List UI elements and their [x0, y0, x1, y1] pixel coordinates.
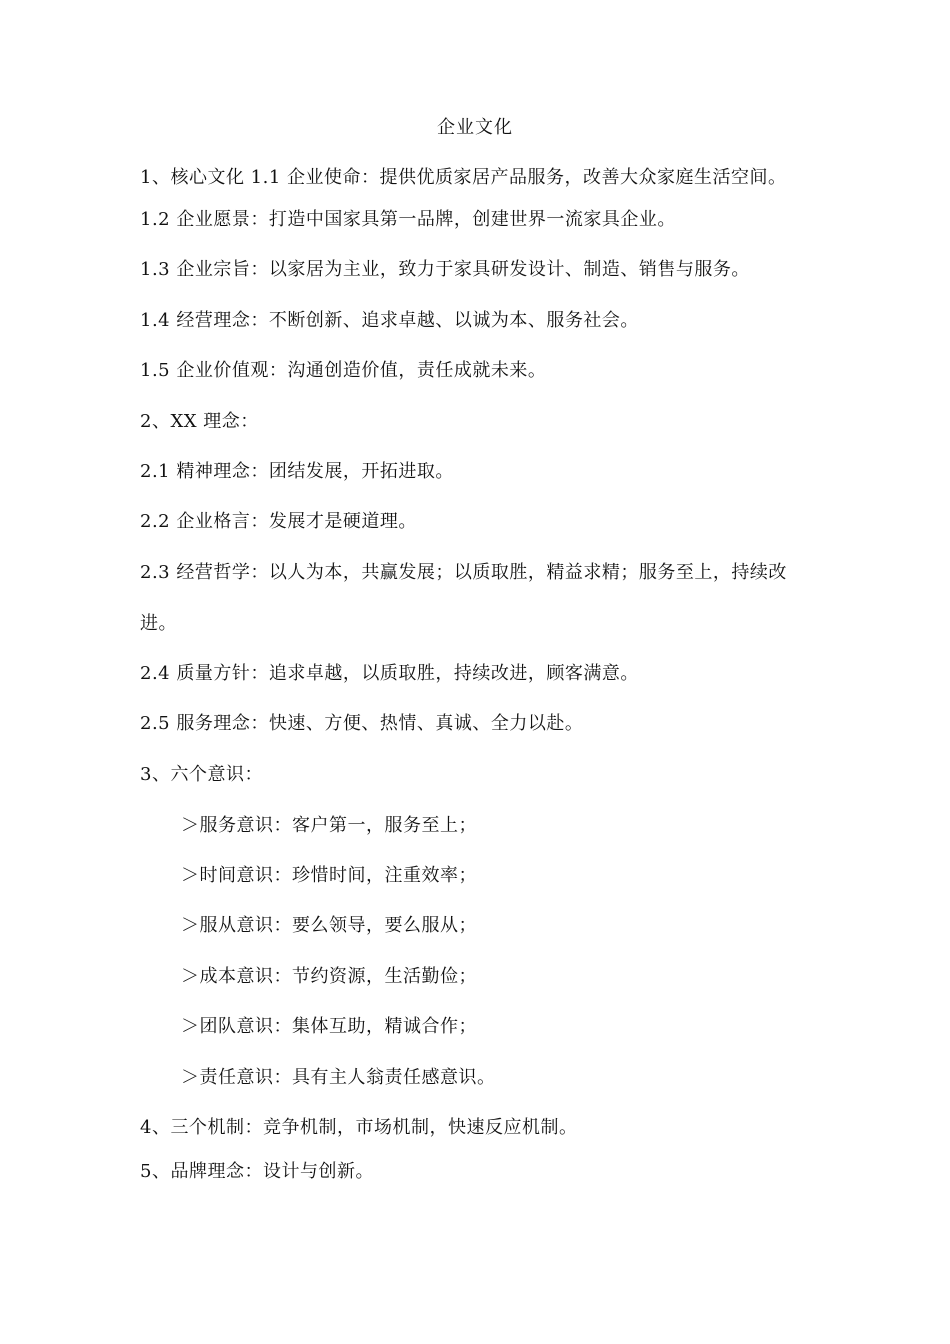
line-business-philosophy-2: 2.3 经营哲学：以人为本，共赢发展；以质取胜，精益求精；服务至上，持续改 [140, 562, 787, 583]
line-service-concept: 2.5 服务理念：快速、方便、热情、真诚、全力以赴。 [140, 713, 584, 734]
line-xx-concept-heading: 2、XX 理念： [140, 411, 259, 432]
list-item-time-awareness: ＞时间意识：珍惜时间，注重效率； [181, 865, 477, 886]
list-item-service-awareness: ＞服务意识：客户第一，服务至上； [181, 815, 477, 836]
line-purpose: 1.3 企业宗旨：以家居为主业，致力于家具研发设计、制造、销售与服务。 [140, 259, 750, 280]
line-business-philosophy-continued: 进。 [140, 613, 177, 634]
line-quality-policy: 2.4 质量方针：追求卓越，以质取胜，持续改进，顾客满意。 [140, 663, 639, 684]
line-business-philosophy: 1.4 经营理念：不断创新、追求卓越、以诚为本、服务社会。 [140, 310, 639, 331]
line-motto: 2.2 企业格言：发展才是硬道理。 [140, 511, 417, 532]
list-item-obedience-awareness: ＞服从意识：要么领导，要么服从； [181, 915, 477, 936]
list-item-team-awareness: ＞团队意识：集体互助，精诚合作； [181, 1016, 477, 1037]
line-spirit-concept: 2.1 精神理念：团结发展，开拓进取。 [140, 461, 454, 482]
line-three-mechanisms: 4、三个机制：竞争机制，市场机制，快速反应机制。 [140, 1117, 578, 1138]
document-title: 企业文化 [437, 117, 513, 138]
list-item-responsibility-awareness: ＞责任意识：具有主人翁责任感意识。 [181, 1067, 496, 1088]
line-six-awareness-heading: 3、六个意识： [140, 764, 263, 785]
line-vision: 1.2 企业愿景：打造中国家具第一品牌，创建世界一流家具企业。 [140, 209, 676, 230]
line-core-culture-mission: 1、核心文化 1.1 企业使命：提供优质家居产品服务，改善大众家庭生活空间。 [140, 167, 787, 188]
line-values: 1.5 企业价值观：沟通创造价值，责任成就未来。 [140, 360, 547, 381]
list-item-cost-awareness: ＞成本意识：节约资源，生活勤俭； [181, 966, 477, 987]
line-brand-concept: 5、品牌理念：设计与创新。 [140, 1161, 374, 1182]
